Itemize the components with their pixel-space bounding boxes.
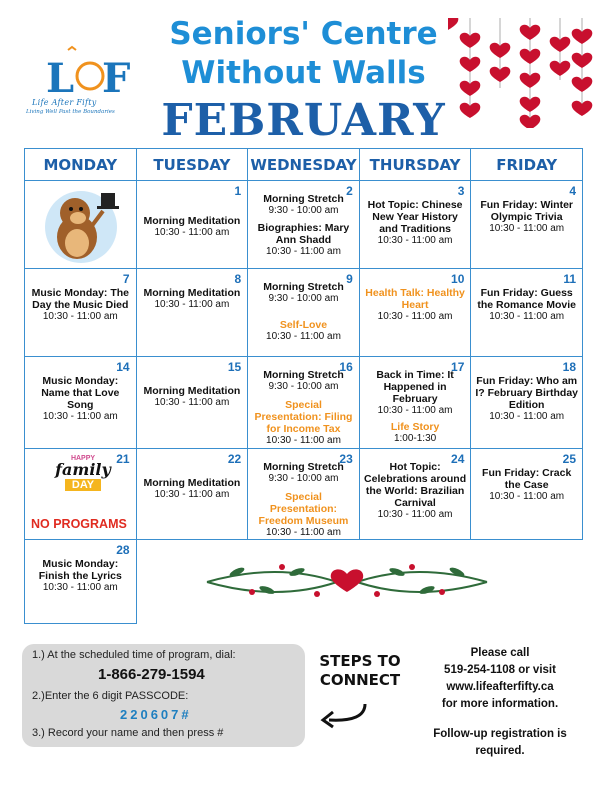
event-time-2: 10:30 - 11:00 am bbox=[266, 246, 341, 257]
heart-vine-decoration bbox=[197, 552, 497, 612]
svg-text:F: F bbox=[102, 55, 131, 102]
event-title: Music Monday: Finish the Lyrics bbox=[38, 558, 122, 582]
title-line-1: Seniors' Centre bbox=[169, 16, 438, 52]
event-time-2: 10:30 - 11:00 am bbox=[266, 331, 341, 342]
event-title: Music Monday: The Day the Music Died bbox=[31, 287, 130, 311]
groundhog-illustration bbox=[31, 185, 131, 265]
event-time: 10:30 - 11:00 am bbox=[154, 299, 230, 310]
date-number: 17 bbox=[451, 360, 465, 374]
event-time: 10:30 - 11:00 am bbox=[154, 227, 230, 238]
title-line-2: Without Walls bbox=[181, 55, 426, 91]
event-time: 10:30 - 11:00 am bbox=[42, 311, 118, 322]
event-time: 9:30 - 10:00 am bbox=[268, 473, 339, 484]
event-time: 9:30 - 10:00 am bbox=[268, 205, 339, 216]
date-number: 16 bbox=[339, 360, 353, 374]
banner-happy: HAPPY bbox=[70, 455, 96, 462]
curved-arrow-icon bbox=[315, 700, 375, 730]
event-time: 10:30 - 11:00 am bbox=[154, 489, 230, 500]
event-title: Hot Topic: Celebrations around the World: Brazilian Carnival bbox=[364, 461, 467, 509]
cell-thu-17 bbox=[359, 357, 471, 449]
vine-decoration-cell bbox=[136, 540, 582, 624]
date-number: 25 bbox=[562, 452, 576, 466]
event-time-2: 1:00-1:30 bbox=[393, 433, 437, 444]
event-title: Fun Friday: Who am I? February Birthday Edition bbox=[475, 375, 579, 411]
event-time: 10:30 - 11:00 am bbox=[154, 397, 230, 408]
event-title: Fun Friday: Guess the Romance Movie bbox=[477, 287, 576, 311]
date-number: 28 bbox=[116, 543, 130, 557]
date-number: 14 bbox=[116, 360, 130, 374]
step-1-text: 1.) At the scheduled time of program, dial: bbox=[32, 649, 236, 661]
cell-tue-1 bbox=[136, 181, 248, 269]
dial-in-phone-number: 1-866-279-1594 bbox=[98, 666, 205, 683]
cell-thu-3 bbox=[359, 181, 471, 269]
cell-mon-21 bbox=[25, 449, 137, 540]
date-number: 22 bbox=[227, 452, 242, 466]
cell-tue-8 bbox=[136, 269, 248, 357]
date-number: 10 bbox=[451, 272, 465, 286]
event-time: 10:30 - 11:00 am bbox=[489, 491, 565, 502]
date-number: 9 bbox=[346, 272, 353, 286]
event-title-2: Self-Love bbox=[279, 319, 328, 331]
event-title: Music Monday: Name that Love Song bbox=[41, 375, 120, 411]
banner-day: DAY bbox=[65, 479, 101, 491]
date-number: 7 bbox=[122, 272, 130, 286]
calendar-grid bbox=[24, 148, 583, 624]
event-time: 10:30 - 11:00 am bbox=[42, 411, 118, 422]
event-time: 10:30 - 11:00 am bbox=[377, 311, 453, 322]
date-number: 2 bbox=[346, 184, 353, 198]
cell-fri-25 bbox=[471, 449, 583, 540]
cell-groundhog bbox=[25, 181, 137, 269]
logo-tagline: Life After Fifty bbox=[32, 98, 97, 107]
event-time: 10:30 - 11:00 am bbox=[377, 235, 453, 246]
step-3-text: 3.) Record your name and then press # bbox=[32, 727, 224, 739]
cell-wed-23 bbox=[248, 449, 360, 540]
cell-fri-18 bbox=[471, 357, 583, 449]
event-time: 10:30 - 11:00 am bbox=[42, 582, 118, 593]
contact-phone: 519-254-1108 or visit bbox=[444, 664, 556, 676]
event-title: Morning Meditation bbox=[143, 477, 241, 489]
event-title: Fun Friday: Crack the Case bbox=[482, 467, 572, 491]
event-time-2: 10:30 - 11:00 am bbox=[266, 527, 341, 538]
day-header-wednesday: WEDNESDAY bbox=[248, 149, 360, 181]
date-number: 1 bbox=[234, 184, 242, 198]
date-number: 3 bbox=[457, 184, 465, 198]
cell-thu-24 bbox=[359, 449, 471, 540]
cell-wed-2 bbox=[248, 181, 360, 269]
day-header-friday: FRIDAY bbox=[471, 149, 583, 181]
cell-wed-9 bbox=[248, 269, 360, 357]
cell-tue-22 bbox=[136, 449, 248, 540]
date-number: 23 bbox=[339, 452, 353, 466]
no-programs-note: NO PROGRAMS bbox=[31, 517, 127, 531]
day-header-tuesday: TUESDAY bbox=[136, 149, 248, 181]
event-title: Health Talk: Healthy Heart bbox=[365, 287, 465, 311]
event-title: Morning Stretch bbox=[263, 461, 344, 473]
day-header-monday: MONDAY bbox=[25, 149, 137, 181]
event-time-2: 10:30 - 11:00 am bbox=[266, 435, 341, 446]
day-header-thursday: THURSDAY bbox=[359, 149, 471, 181]
event-title: Morning Stretch bbox=[263, 193, 344, 205]
month-title: FEBRUARY bbox=[161, 95, 446, 146]
event-time: 10:30 - 11:00 am bbox=[489, 311, 565, 322]
contact-line-4: for more information. bbox=[441, 698, 559, 710]
date-number: 18 bbox=[562, 360, 576, 374]
cell-wed-16 bbox=[248, 357, 360, 449]
follow-up-note: Follow-up registration is required. bbox=[433, 728, 567, 757]
event-time: 9:30 - 10:00 am bbox=[268, 381, 339, 392]
date-number: 4 bbox=[569, 184, 576, 198]
date-number: 15 bbox=[227, 360, 242, 374]
contact-website: www.lifeafterfifty.ca bbox=[446, 681, 554, 693]
event-title-2: Special Presentation: Freedom Museum bbox=[258, 491, 349, 527]
event-title: Back in Time: It Happened in February bbox=[376, 369, 454, 405]
event-title: Morning Stretch bbox=[263, 281, 344, 293]
cell-mon-28 bbox=[25, 540, 137, 624]
cell-mon-7 bbox=[25, 269, 137, 357]
event-time: 9:30 - 10:00 am bbox=[268, 293, 339, 304]
banner-family: family bbox=[55, 460, 111, 479]
event-time: 10:30 - 11:00 am bbox=[489, 223, 565, 234]
date-number: 11 bbox=[563, 272, 576, 286]
event-title: Hot Topic: Chinese New Year History and Traditions bbox=[367, 199, 463, 235]
hanging-hearts-decoration bbox=[448, 18, 593, 128]
event-title: Morning Stretch bbox=[263, 369, 344, 381]
event-time: 10:30 - 11:00 am bbox=[377, 509, 453, 520]
event-title: Morning Meditation bbox=[143, 215, 241, 227]
steps-to-connect-heading: STEPS TO CONNECT bbox=[319, 652, 401, 689]
cell-fri-4 bbox=[471, 181, 583, 269]
passcode: 220607# bbox=[120, 707, 192, 722]
cell-mon-14 bbox=[25, 357, 137, 449]
event-title: Morning Meditation bbox=[143, 287, 241, 299]
event-title-2: Life Story bbox=[390, 421, 440, 433]
date-number: 21 bbox=[116, 452, 130, 466]
family-day-banner bbox=[53, 455, 113, 491]
event-time: 10:30 - 11:00 am bbox=[489, 411, 565, 422]
cell-thu-10 bbox=[359, 269, 471, 357]
date-number: 8 bbox=[234, 272, 242, 286]
contact-line-1: Please call bbox=[470, 647, 530, 659]
event-time: 10:30 - 11:00 am bbox=[377, 405, 453, 416]
logo-subtagline: Living Well Past the Boundaries bbox=[26, 109, 115, 115]
event-title-2: Biographies: Mary Ann Shadd bbox=[257, 222, 350, 246]
event-title-2: Special Presentation: Filing for Income Tax bbox=[254, 399, 353, 435]
svg-text:L: L bbox=[46, 55, 75, 102]
event-title: Fun Friday: Winter Olympic Trivia bbox=[480, 199, 574, 223]
cell-fri-11 bbox=[471, 269, 583, 357]
date-number: 24 bbox=[451, 452, 465, 466]
step-2-text: 2.)Enter the 6 digit PASSCODE: bbox=[32, 690, 189, 702]
event-title: Morning Meditation bbox=[143, 385, 241, 397]
cell-tue-15 bbox=[136, 357, 248, 449]
contact-info bbox=[410, 645, 590, 713]
